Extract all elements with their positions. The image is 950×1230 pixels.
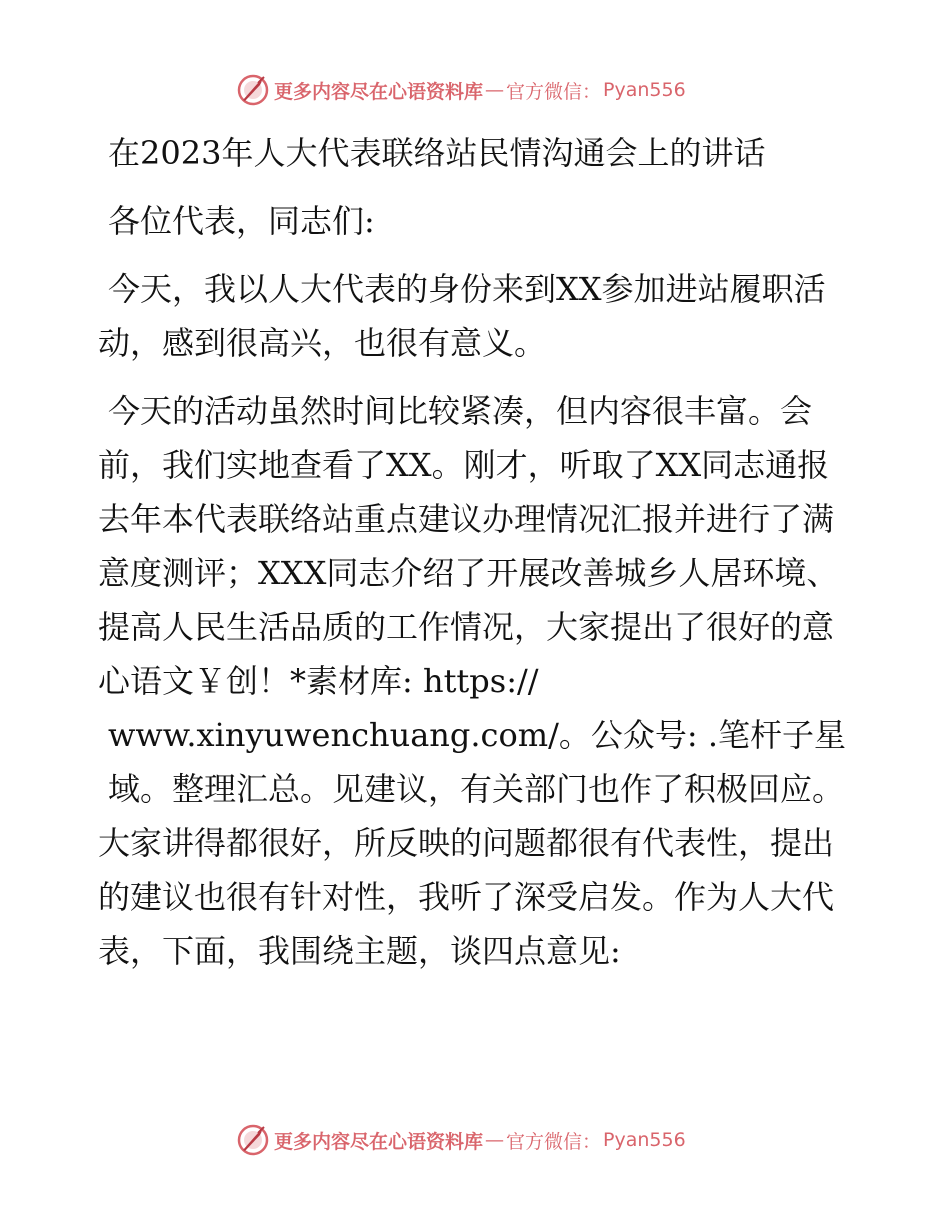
footer-banner — [236, 1122, 756, 1158]
document-body — [98, 126, 858, 992]
banner-wechat-id: Pyan556 — [603, 1129, 686, 1151]
banner-wechat-label: 官方微信： — [506, 80, 602, 103]
paragraph-2-part-a: 今天的活动虽然时间比较紧凑，但内容很丰富。会前，我们实地查看了XX。刚才，听取了XX同志通报去年本代表联络站重点建议办理情况汇报并进行了满意度测评；XXX同志介绍了开展改善城乡人居环境、提高人民生活品质的工作情况，大家提出了很好的意心语文￥创！*素材库: https:// — [98, 392, 839, 700]
paragraph-1: 今天，我以人大代表的身份来到XX参加进站履职活动，感到很高兴，也很有意义。 — [98, 270, 826, 362]
quill-pen-circle-icon — [236, 1123, 270, 1157]
paragraph-2-part-b: 域。整理汇总。见建议，有关部门也作了积极回应。大家讲得都很好，所反映的问题都很有代表性，提出的建议也很有针对性，我听了深受启发。作为人大代表，下面，我围绕主题，谈四点意见: — [98, 770, 845, 970]
banner-wechat-label: 官方微信： — [506, 1130, 602, 1153]
salutation: 各位代表，同志们: — [108, 202, 375, 240]
quill-pen-circle-icon — [236, 73, 270, 107]
banner-slogan: 更多内容尽在心语资料库 — [274, 1130, 484, 1153]
banner-wechat-id: Pyan556 — [603, 79, 686, 101]
document-title: 在2023年人大代表联络站民情沟通会上的讲话 — [108, 134, 766, 172]
paragraph-2-url-line: www.xinyuwenchuang.com/。公众号: .笔杆子星 — [108, 716, 846, 754]
paragraph-2 — [98, 384, 858, 978]
banner-dash: — — [485, 79, 505, 101]
header-banner — [236, 72, 756, 108]
banner-slogan: 更多内容尽在心语资料库 — [274, 80, 484, 103]
banner-dash: — — [485, 1129, 505, 1151]
